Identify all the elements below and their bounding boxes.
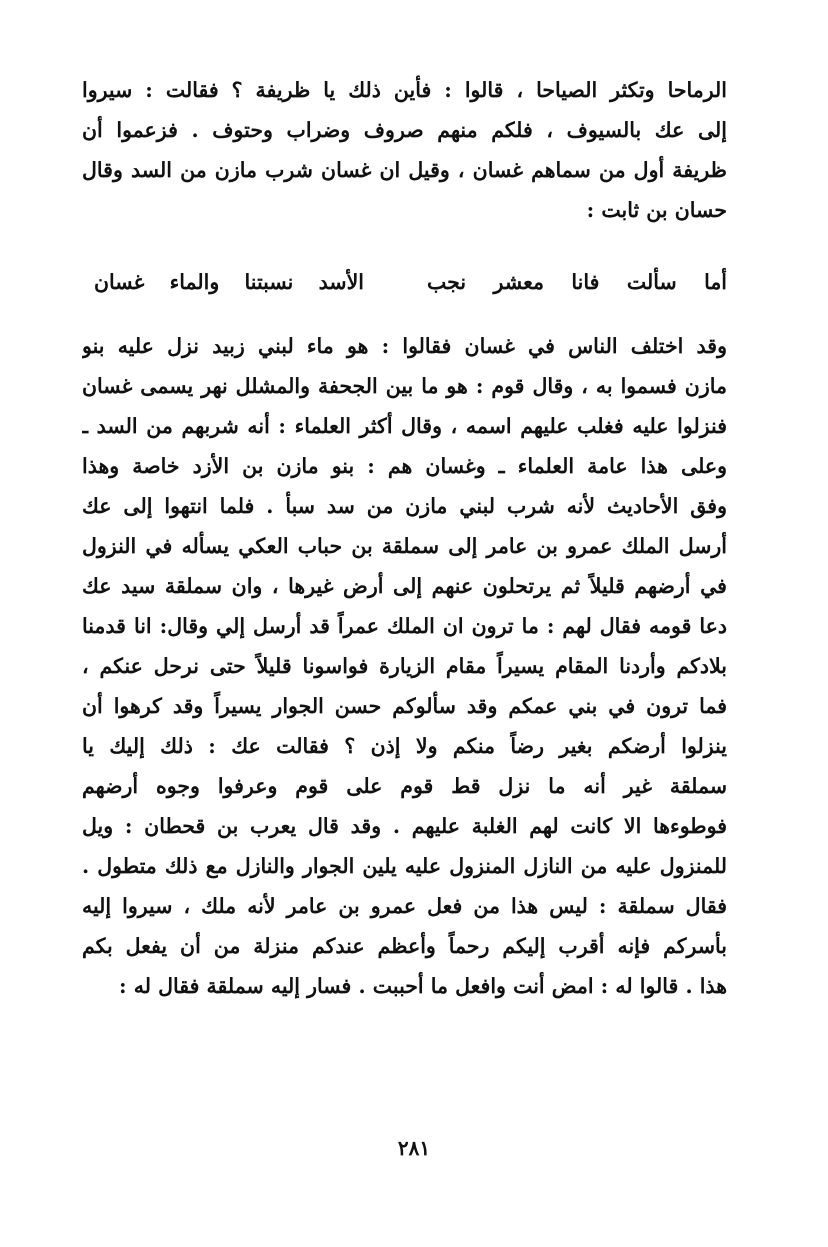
text-line: إلى عك بالسيوف ، فلكم منهم صروف وضراب وحتوف . فزعموا أن	[82, 118, 727, 142]
text-line: سملقة غير أنه ما نزل قط قوم على قوم وعرفوا وجوه أرضهم	[82, 774, 727, 798]
text-line: ينزلوا أرضكم بغير رضاً منكم ولا إذن ؟ فقالت عك : ذلك إليك يا	[82, 734, 727, 758]
text-line: وقد اختلف الناس في غسان فقالوا : هو ماء لبني زبيد نزل عليه بنو	[82, 334, 727, 358]
text-line: بأسركم فإنه أقرب إليكم رحماً وأعظم عندكم منزلة من أن يفعل بكم	[82, 934, 727, 958]
paragraph-2	[82, 326, 727, 1006]
text-line: فنزلوا عليه فغلب عليهم اسمه ، وقال أكثر العلماء : أنه شربهم من السد ـ	[82, 414, 727, 438]
text-line: ظريفة أول من سماهم غسان ، وقيل ان غسان شرب مازن من السد وقال	[82, 158, 727, 182]
paragraph-1	[82, 70, 727, 230]
text-line: مازن فسموا به ، وقال قوم : هو ما بين الجحفة والمشلل نهر يسمى غسان	[82, 374, 727, 398]
text-line: حسان بن ثابت :	[586, 198, 727, 222]
text-line: الرماحا وتكثر الصياحا ، قالوا : فأين ذلك يا ظريفة ؟ فقالت : سيروا	[82, 78, 727, 102]
second-hemistich: الأسد نسبتنا والماء غسان	[94, 270, 364, 294]
text-line: في أرضهم قليلاً ثم يرتحلون عنهم إلى أرض غيرها ، وان سملقة سيد عك	[82, 574, 727, 598]
text-line: للمنزول عليه من النازل المنزول عليه يلين الجوار والنازل مع ذلك متطول .	[82, 854, 727, 878]
text-line: فقال سملقة : ليس هذا من فعل عمرو بن عامر لأنه ملك ، سيروا إليه	[82, 894, 727, 918]
text-line: بلادكم وأردنا المقام يسيراً مقام الزيارة فواسونا قليلاً حتى نرحل عنكم ،	[82, 654, 727, 678]
first-hemistich: أما سألت فانا معشر نجب	[427, 270, 727, 294]
text-line: وعلى هذا عامة العلماء ـ وغسان هم : بنو مازن بن الأزد خاصة وهذا	[82, 454, 727, 478]
text-line: فما ترون في بني عمكم وقد سألوكم حسن الجوار يسيراً وقد كرهوا أن	[82, 694, 727, 718]
text-line: فوطوءها الا كانت لهم الغلبة عليهم . وقد قال يعرب بن قحطان : ويل	[82, 814, 727, 838]
poetry-verse	[82, 262, 727, 302]
text-line: وفق الأحاديث لأنه شرب لبني مازن من سد سبأ . فلما انتهوا إلى عك	[82, 494, 727, 518]
text-line: دعا قومه فقال لهم : ما ترون ان الملك عمراً قد أرسل إلي وقال: انا قدمنا	[82, 614, 727, 638]
text-line: هذا . قالوا له : امض أنت وافعل ما أحببت . فسار إليه سملقة فقال له :	[119, 974, 727, 998]
text-line: أرسل الملك عمرو بن عامر إلى سملقة بن حباب العكي يسأله في النزول	[82, 534, 727, 558]
page-number: ٢٨١	[397, 1136, 431, 1160]
